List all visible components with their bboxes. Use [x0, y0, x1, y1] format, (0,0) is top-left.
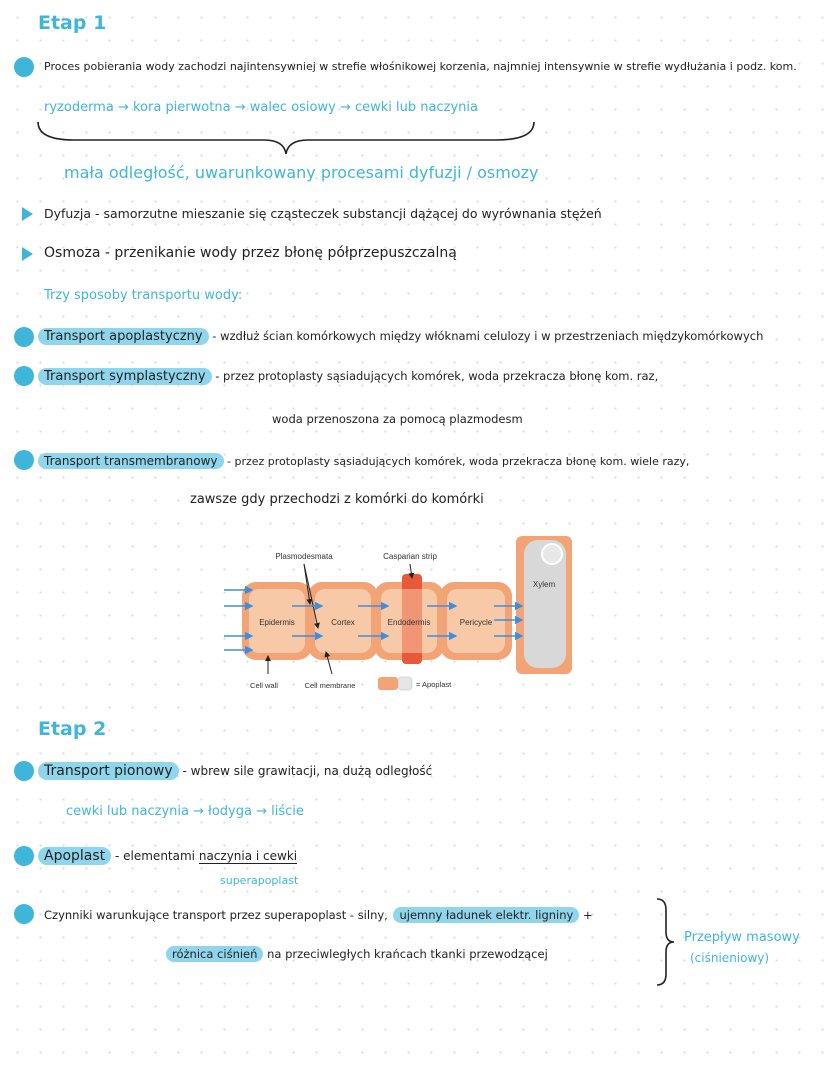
- arrow-icon: →: [234, 100, 250, 115]
- bullet-dot: [14, 57, 34, 77]
- bullet-dot: [14, 366, 34, 386]
- path-step-stem: łodyga: [208, 804, 252, 819]
- label-cortex: Cortex: [331, 618, 355, 627]
- stage1-title: Etap 1: [38, 12, 107, 34]
- label-cell-wall: Cell wall: [250, 681, 278, 690]
- transport-apoplastic: [44, 329, 763, 344]
- arrow-icon: →: [117, 100, 133, 115]
- stage2-path: [66, 804, 304, 819]
- arrow-icon: →: [193, 804, 209, 819]
- legend-apoplast-swatch: [378, 677, 398, 690]
- osmosis-definition: Osmoza - przenikanie wody przez błonę półprzepuszczalną: [44, 245, 457, 261]
- transport-symplastic-desc: - przez protoplasty sąsiadujących komórek, woda przekracza błonę kom. raz,: [215, 369, 659, 383]
- ways-heading: Trzy sposoby transportu wody:: [44, 288, 243, 303]
- transport-apoplastic-name: Transport apoplastyczny: [38, 328, 209, 345]
- root-water-transport-diagram: [222, 534, 578, 698]
- transport-vertical: [44, 763, 432, 779]
- factors-highlight-pressure: różnica ciśnień: [166, 946, 263, 962]
- apoplast-line: [44, 848, 297, 864]
- superapoplast-note: superapoplast: [220, 874, 299, 887]
- arrow-icon: →: [256, 804, 272, 819]
- transport-transmembrane-desc: - przez protoplasty sąsiadujących komórek, woda przekracza błonę kom. wiele razy,: [227, 455, 690, 468]
- apoplast-desc: - elementami: [115, 849, 196, 863]
- stage1-intro: Proces pobierania wody zachodzi najintensywniej w strefie włośnikowej korzenia, najmniej intensywnie w strefie wydłużania i podz. kom.: [44, 60, 797, 73]
- bullet-dot: [14, 904, 34, 924]
- factors-line1: [44, 908, 593, 922]
- label-pericycle: Pericycle: [459, 618, 493, 627]
- brace-note: mała odległość, uwarunkowany procesami dyfuzji / osmozy: [64, 163, 539, 182]
- curly-brace-icon: [654, 896, 676, 988]
- path-step-stele: walec osiowy: [249, 100, 336, 115]
- path-step-rhizodermis: ryzoderma: [44, 100, 114, 115]
- factors-text2: na przeciwległych krańcach tkanki przewodzącej: [267, 947, 548, 961]
- bullet-dot: [14, 761, 34, 781]
- triangle-bullet-icon: [22, 207, 33, 221]
- curly-brace-icon: [34, 118, 539, 158]
- apoplast-vessels-underlined: naczynia i cewki: [198, 849, 298, 863]
- label-casparian-strip: Casparian strip: [383, 552, 437, 561]
- logo-icon: [542, 544, 562, 564]
- mass-flow-sublabel: (ciśnieniowy): [690, 951, 770, 965]
- label-epidermis: Epidermis: [259, 618, 295, 627]
- transport-vertical-name: Transport pionowy: [38, 762, 179, 780]
- label-xylem: Xylem: [532, 580, 556, 589]
- transport-symplastic-name: Transport symplastyczny: [38, 368, 212, 385]
- triangle-bullet-icon: [22, 247, 33, 261]
- factors-highlight-lignin: ujemny ładunek elektr. ligniny: [393, 907, 579, 923]
- transport-vertical-desc: - wbrew sile grawitacji, na dużą odległość: [182, 764, 433, 778]
- transport-transmembrane-name: Transport transmembranowy: [38, 453, 224, 469]
- factors-plus: +: [583, 908, 593, 922]
- bullet-dot: [14, 450, 34, 470]
- stage1-path: [44, 100, 478, 115]
- label-cell-membrane: Cell membrane: [304, 681, 356, 690]
- bullet-dot: [14, 327, 34, 347]
- diffusion-definition: Dyfuzja - samorzutne mieszanie się cząsteczek substancji dążącej do wyrównania stężeń: [44, 206, 602, 221]
- legend-apoplast-label: = Apoplast: [416, 680, 452, 689]
- factors-line2: [172, 947, 548, 961]
- legend-neutral-swatch: [398, 677, 412, 690]
- arrow-icon: →: [339, 100, 355, 115]
- transport-transmembrane-desc2: zawsze gdy przechodzi z komórki do komórki: [190, 492, 484, 507]
- mass-flow-label: Przepływ masowy: [684, 930, 800, 945]
- path-step-vessels: cewki lub naczynia: [66, 804, 189, 819]
- transport-apoplastic-desc: - wzdłuż ścian komórkowych między włóknami celulozy i w przestrzeniach międzykomórkowych: [212, 329, 764, 343]
- transport-transmembrane: [44, 454, 689, 468]
- transport-symplastic-desc2: woda przenoszona za pomocą plazmodesm: [272, 412, 523, 426]
- apoplast-name: Apoplast: [38, 847, 111, 865]
- path-step-vessels: cewki lub naczynia: [355, 100, 478, 115]
- path-step-leaves: liście: [271, 804, 304, 819]
- stage2-title: Etap 2: [38, 718, 107, 740]
- bullet-dot: [14, 846, 34, 866]
- path-step-cortex: kora pierwotna: [132, 100, 231, 115]
- factors-text1: Czynniki warunkujące transport przez superapoplast - silny,: [44, 908, 388, 922]
- transport-symplastic: [44, 369, 658, 384]
- label-plasmodesmata: Plasmodesmata: [275, 552, 333, 561]
- label-endodermis: Endodermis: [387, 618, 431, 627]
